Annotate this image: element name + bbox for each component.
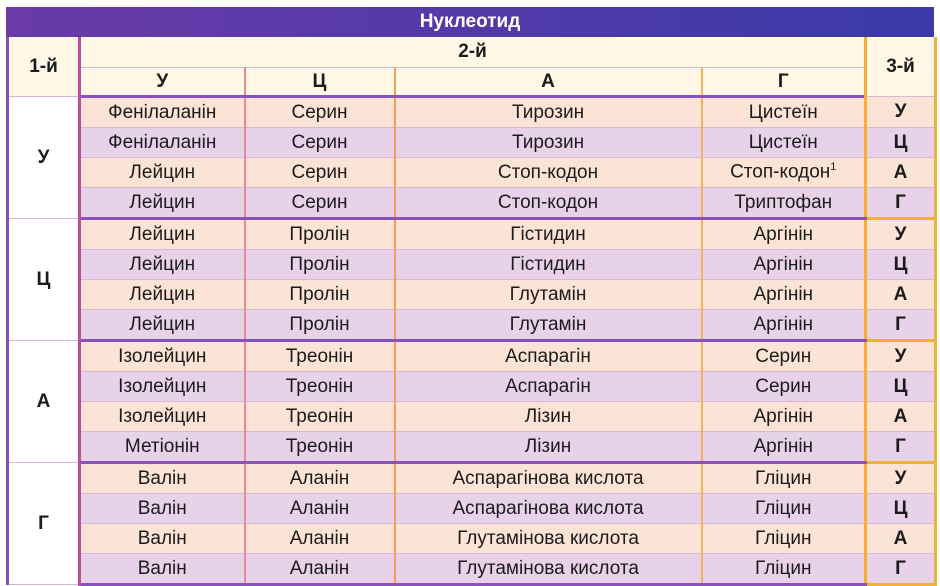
amino-acid-label: Аргінін xyxy=(753,283,814,305)
amino-acid-label: Лейцин xyxy=(129,223,196,245)
amino-acid-label: Серин xyxy=(291,131,348,153)
third-nucleotide-cell: Г xyxy=(866,554,936,585)
amino-acid-label: Пролін xyxy=(289,283,350,305)
amino-acid-cell-a xyxy=(395,97,702,128)
amino-acid-label: Лізин xyxy=(524,435,572,457)
header-col-c: Ц xyxy=(245,68,395,97)
amino-acid-cell-g xyxy=(702,341,866,372)
amino-acid-cell-g xyxy=(702,524,866,554)
amino-acid-cell-c xyxy=(245,402,395,432)
amino-acid-cell-u xyxy=(80,463,245,494)
amino-acid-label: Пролін xyxy=(289,223,350,245)
amino-acid-cell-c xyxy=(245,463,395,494)
amino-acid-cell-c xyxy=(245,219,395,250)
amino-acid-cell-g xyxy=(702,280,866,310)
amino-acid-label: Глутамінова кислота xyxy=(457,557,639,579)
header-third-nucleotide: 3-й xyxy=(866,37,936,97)
table-row xyxy=(8,158,936,188)
third-nucleotide-cell: У xyxy=(866,97,936,128)
table-row xyxy=(8,128,936,158)
amino-acid-cell-a xyxy=(395,219,702,250)
amino-acid-cell-c xyxy=(245,310,395,341)
amino-acid-cell-u xyxy=(80,280,245,310)
amino-acid-cell-c xyxy=(245,188,395,219)
amino-acid-cell-g xyxy=(702,432,866,463)
amino-acid-label: Глутамін xyxy=(509,283,587,305)
amino-acid-cell-g xyxy=(702,494,866,524)
amino-acid-cell-a xyxy=(395,280,702,310)
amino-acid-label: Треонін xyxy=(285,345,354,367)
third-nucleotide-cell: А xyxy=(866,280,936,310)
amino-acid-label: Треонін xyxy=(285,405,354,427)
amino-acid-label: Ізолейцин xyxy=(118,375,207,397)
amino-acid-cell-a xyxy=(395,310,702,341)
genetic-code-table xyxy=(6,37,937,586)
amino-acid-label: Аспарагін xyxy=(505,345,591,367)
amino-acid-cell-u xyxy=(80,128,245,158)
amino-acid-label: Гліцин xyxy=(754,467,812,489)
footnote-mark: 1 xyxy=(830,161,837,174)
amino-acid-label: Стоп-кодон xyxy=(730,161,831,183)
amino-acid-label: Лейцин xyxy=(129,313,196,335)
header-row-2 xyxy=(8,68,936,97)
amino-acid-label: Лізин xyxy=(524,405,572,427)
amino-acid-label: Серин xyxy=(755,345,812,367)
amino-acid-cell-u xyxy=(80,188,245,219)
table-row xyxy=(8,402,936,432)
amino-acid-cell-c xyxy=(245,554,395,585)
amino-acid-label: Стоп-кодон xyxy=(497,161,599,183)
first-nucleotide-cell: Ц xyxy=(8,219,80,341)
amino-acid-label: Пролін xyxy=(289,313,350,335)
amino-acid-label: Аланін xyxy=(289,557,350,579)
amino-acid-cell-u xyxy=(80,494,245,524)
amino-acid-cell-c xyxy=(245,128,395,158)
header-col-a: А xyxy=(395,68,702,97)
amino-acid-label: Метіонін xyxy=(124,435,200,457)
amino-acid-cell-g xyxy=(702,554,866,585)
header-first-nucleotide: 1-й xyxy=(8,37,80,97)
amino-acid-cell-a xyxy=(395,402,702,432)
first-nucleotide-cell: Г xyxy=(8,463,80,585)
third-nucleotide-cell: Ц xyxy=(866,494,936,524)
amino-acid-label: Гістидин xyxy=(510,223,586,245)
third-nucleotide-cell: Г xyxy=(866,188,936,219)
amino-acid-cell-u xyxy=(80,524,245,554)
third-nucleotide-cell: У xyxy=(866,341,936,372)
amino-acid-label: Глутамін xyxy=(509,313,587,335)
amino-acid-label: Серин xyxy=(755,375,812,397)
amino-acid-label: Треонін xyxy=(285,435,354,457)
amino-acid-label: Фенілаланін xyxy=(108,101,217,123)
amino-acid-cell-a xyxy=(395,128,702,158)
amino-acid-label: Аланін xyxy=(289,467,350,489)
amino-acid-cell-g xyxy=(702,128,866,158)
amino-acid-label: Гліцин xyxy=(754,527,812,549)
third-nucleotide-cell: А xyxy=(866,402,936,432)
amino-acid-label: Цистеїн xyxy=(748,101,818,123)
first-nucleotide-cell: А xyxy=(8,341,80,463)
amino-acid-cell-a xyxy=(395,341,702,372)
amino-acid-label: Валін xyxy=(137,527,187,549)
amino-acid-label: Валін xyxy=(137,557,187,579)
table-row xyxy=(8,372,936,402)
amino-acid-cell-c xyxy=(245,250,395,280)
amino-acid-label: Лейцин xyxy=(129,283,196,305)
amino-acid-cell-g xyxy=(702,310,866,341)
amino-acid-cell-a xyxy=(395,250,702,280)
amino-acid-cell-g xyxy=(702,188,866,219)
table-row xyxy=(8,341,936,372)
header-col-g: Г xyxy=(702,68,866,97)
amino-acid-label: Аланін xyxy=(289,527,350,549)
table-row xyxy=(8,219,936,250)
amino-acid-label: Тирозин xyxy=(511,101,585,123)
amino-acid-cell-c xyxy=(245,341,395,372)
amino-acid-cell-c xyxy=(245,432,395,463)
header-row-1 xyxy=(8,37,936,68)
amino-acid-cell-g xyxy=(702,250,866,280)
amino-acid-label: Аргінін xyxy=(753,313,814,335)
table-row xyxy=(8,524,936,554)
amino-acid-label: Лейцин xyxy=(129,161,196,183)
amino-acid-label: Серин xyxy=(291,191,348,213)
amino-acid-label: Треонін xyxy=(285,375,354,397)
amino-acid-cell-u xyxy=(80,97,245,128)
table-row xyxy=(8,463,936,494)
amino-acid-cell-a xyxy=(395,554,702,585)
amino-acid-label: Аспарагінова кислота xyxy=(452,467,644,489)
amino-acid-cell-a xyxy=(395,524,702,554)
amino-acid-cell-a xyxy=(395,494,702,524)
table-row xyxy=(8,97,936,128)
amino-acid-cell-u xyxy=(80,310,245,341)
amino-acid-cell-a xyxy=(395,158,702,188)
amino-acid-label: Аланін xyxy=(289,497,350,519)
table-row xyxy=(8,494,936,524)
amino-acid-cell-a xyxy=(395,432,702,463)
amino-acid-cell-g xyxy=(702,158,866,188)
table-row xyxy=(8,310,936,341)
first-nucleotide-cell: У xyxy=(8,97,80,219)
table-row xyxy=(8,188,936,219)
amino-acid-label: Лейцин xyxy=(129,253,196,275)
third-nucleotide-cell: Ц xyxy=(866,128,936,158)
third-nucleotide-cell: У xyxy=(866,463,936,494)
amino-acid-cell-c xyxy=(245,280,395,310)
third-nucleotide-cell: У xyxy=(866,219,936,250)
amino-acid-cell-u xyxy=(80,219,245,250)
third-nucleotide-cell: А xyxy=(866,158,936,188)
amino-acid-cell-g xyxy=(702,402,866,432)
amino-acid-cell-u xyxy=(80,402,245,432)
table-title: Нуклеотид xyxy=(6,7,934,37)
amino-acid-cell-u xyxy=(80,341,245,372)
amino-acid-cell-a xyxy=(395,188,702,219)
amino-acid-label: Валін xyxy=(137,497,187,519)
amino-acid-label: Аргінін xyxy=(753,435,814,457)
amino-acid-label: Аргінін xyxy=(753,253,814,275)
table-row xyxy=(8,554,936,585)
amino-acid-cell-c xyxy=(245,494,395,524)
table-body xyxy=(8,37,936,585)
table-row xyxy=(8,250,936,280)
amino-acid-cell-u xyxy=(80,250,245,280)
third-nucleotide-cell: А xyxy=(866,524,936,554)
amino-acid-label: Тирозин xyxy=(511,131,585,153)
amino-acid-label: Серин xyxy=(291,101,348,123)
amino-acid-label: Цистеїн xyxy=(748,131,818,153)
amino-acid-label: Лейцин xyxy=(129,191,196,213)
header-second-nucleotide: 2-й xyxy=(80,37,866,68)
amino-acid-cell-g xyxy=(702,463,866,494)
amino-acid-cell-a xyxy=(395,463,702,494)
third-nucleotide-cell: Ц xyxy=(866,372,936,402)
amino-acid-label: Аспарагінова кислота xyxy=(452,497,644,519)
table-row xyxy=(8,280,936,310)
third-nucleotide-cell: Г xyxy=(866,432,936,463)
amino-acid-label: Фенілаланін xyxy=(108,131,217,153)
amino-acid-cell-c xyxy=(245,158,395,188)
amino-acid-cell-u xyxy=(80,554,245,585)
amino-acid-cell-u xyxy=(80,158,245,188)
table-row xyxy=(8,432,936,463)
amino-acid-cell-u xyxy=(80,432,245,463)
third-nucleotide-cell: Ц xyxy=(866,250,936,280)
amino-acid-cell-c xyxy=(245,97,395,128)
amino-acid-cell-u xyxy=(80,372,245,402)
amino-acid-cell-a xyxy=(395,372,702,402)
amino-acid-label: Стоп-кодон xyxy=(497,191,599,213)
amino-acid-cell-g xyxy=(702,372,866,402)
amino-acid-label: Аспарагін xyxy=(505,375,591,397)
amino-acid-label: Гістидин xyxy=(510,253,586,275)
amino-acid-label: Серин xyxy=(291,161,348,183)
amino-acid-cell-c xyxy=(245,372,395,402)
amino-acid-label: Ізолейцин xyxy=(118,345,207,367)
amino-acid-cell-c xyxy=(245,524,395,554)
amino-acid-label: Триптофан xyxy=(734,191,833,213)
amino-acid-label: Гліцин xyxy=(754,557,812,579)
amino-acid-label: Гліцин xyxy=(754,497,812,519)
third-nucleotide-cell: Г xyxy=(866,310,936,341)
amino-acid-label: Аргінін xyxy=(753,405,814,427)
amino-acid-label: Валін xyxy=(137,467,187,489)
amino-acid-label: Аргінін xyxy=(753,223,814,245)
amino-acid-label: Пролін xyxy=(289,253,350,275)
amino-acid-label: Глутамінова кислота xyxy=(457,527,639,549)
amino-acid-cell-g xyxy=(702,219,866,250)
amino-acid-label: Ізолейцин xyxy=(118,405,207,427)
amino-acid-cell-g xyxy=(702,97,866,128)
header-col-u: У xyxy=(80,68,245,97)
